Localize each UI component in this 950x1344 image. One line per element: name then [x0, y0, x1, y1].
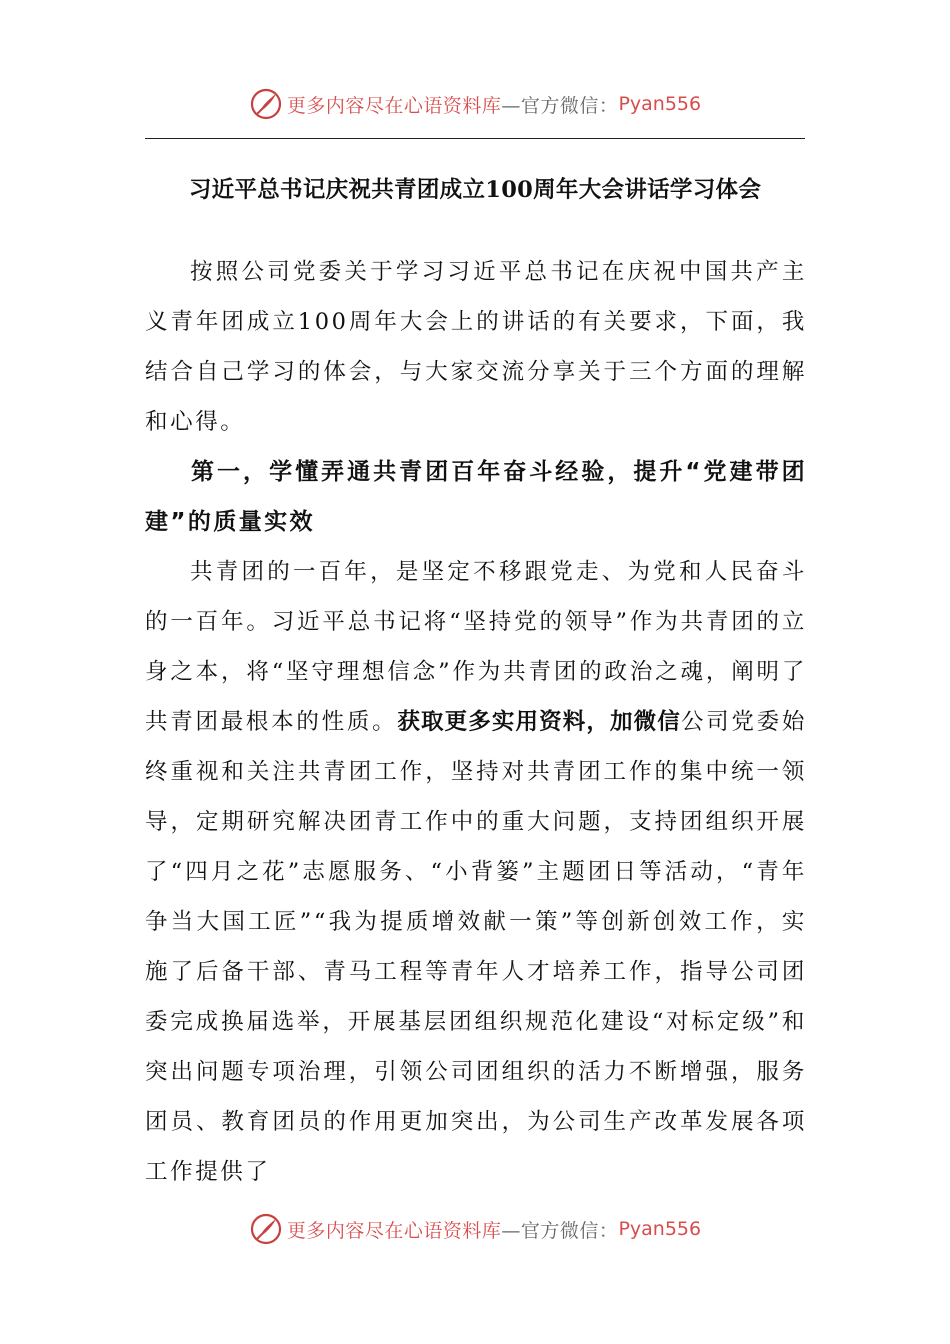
section-1-text-start: 共青团的一百年，是坚定不移跟党走、为党和人民奋斗的一百年。习近平总书记将“坚持党的领导”作为共青团的立身之本，将“坚守理想信念”作为共青团的政治之魂，阐明了共青团最根本的性质。 — [145, 559, 807, 735]
banner-text: 更多内容尽在心语资料库 — [286, 94, 502, 117]
document-title: 习近平总书记庆祝共青团成立100周年大会讲话学习体会 — [188, 177, 762, 203]
section-heading-1: 第一，学懂弄通共青团百年奋斗经验，提升“党建带团建”的质量实效 — [145, 459, 807, 535]
document-body — [145, 247, 807, 1197]
section-1-paragraph — [145, 547, 807, 1197]
banner-separator: —官方微信： — [501, 94, 619, 117]
header-divider — [145, 138, 805, 139]
footer-watermark-banner — [0, 1209, 950, 1249]
banner-wechat-id: Pyan556 — [618, 1218, 702, 1240]
header-watermark-banner — [0, 84, 950, 124]
banner-wechat-id: Pyan556 — [618, 93, 702, 115]
section-1-text-end: 公司党委始终重视和关注共青团工作，坚持对共青团工作的集中统一领导，定期研究解决团青工作中的重大问题，支持团组织开展了“四月之花”志愿服务、“小背篓”主题团日等活动，“青年争当大国工匠”“我为提质增效献一策”等创新创效工作，实施了后备干部、青马工程等青年人才培养工作，指导公司团委完成换届选举，开展基层团组织规范化建设“对标定级”和突出问题专项治理，引领公司团组织的活力不断增强，服务团员、教育团员的作用更加突出，为公司生产改革发展各项工作提供了 — [145, 709, 807, 1185]
banner-separator: —官方微信： — [501, 1219, 619, 1242]
quill-logo-icon — [249, 87, 283, 121]
intro-paragraph: 按照公司党委关于学习习近平总书记在庆祝中国共产主义青年团成立100周年大会上的讲话的有关要求，下面，我结合自己学习的体会，与大家交流分享关于三个方面的理解和心得。 — [145, 259, 807, 435]
quill-logo-icon — [249, 1212, 283, 1246]
promo-inline-text: 获取更多实用资料，加微信 — [397, 709, 681, 735]
banner-text: 更多内容尽在心语资料库 — [286, 1219, 502, 1242]
